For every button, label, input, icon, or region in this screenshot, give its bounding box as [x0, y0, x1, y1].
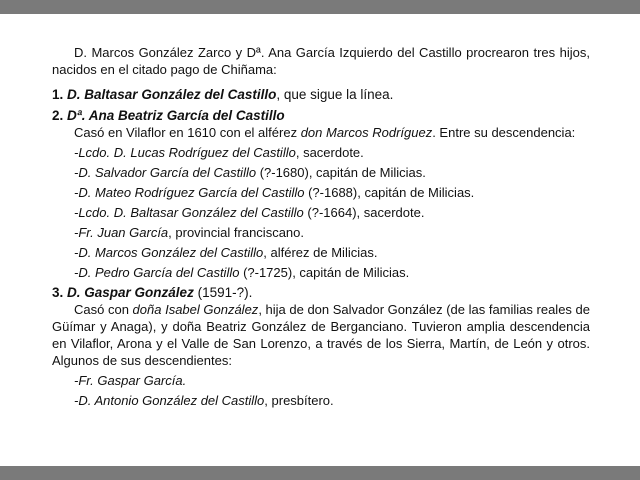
section-2-heading — [52, 107, 590, 124]
list-item — [52, 264, 590, 281]
section-1-heading — [52, 86, 590, 103]
section-3-number: 3. — [52, 285, 64, 300]
section-3-list — [52, 372, 590, 409]
list-item-rest: , provincial franciscano. — [168, 225, 304, 240]
section-3-heading — [52, 284, 590, 301]
section-2-para-post: . Entre su descendencia: — [432, 125, 576, 140]
list-item-rest: (?-1680), capitán de Milicias. — [256, 165, 426, 180]
intro-text: D. Marcos González Zarco y Dª. Ana García Izquierdo del Castillo procrearon tres hijos, nacidos en el citado pago de Chiñama: — [52, 45, 590, 77]
list-item-rest: (?-1688), capitán de Milicias. — [304, 185, 475, 200]
list-item-rest: , sacerdote. — [295, 145, 364, 160]
list-item-name: -D. Antonio González del Castillo — [74, 393, 265, 408]
section-3-para-post: , hija de don Salvador González (de las familias reales de Güímar y Anaga), y doña Beatriz González de Berganciano. Tuvieron amplia descendencia en Vilaflor, Arona y el Valle de San Lorenzo, a través de los Sierra, Martín, de León y otros. Algunos de sus descendientes: — [52, 302, 590, 368]
list-item-name: -D. Mateo Rodríguez García del Castillo — [74, 185, 305, 200]
section-1-number: 1. — [52, 87, 64, 102]
list-item-name: -Fr. Juan García — [74, 225, 169, 240]
list-item — [52, 392, 590, 409]
section-2-name: Dª. Ana Beatriz García del Castillo — [67, 108, 285, 123]
document-content — [52, 44, 590, 412]
section-1-name: D. Baltasar González del Castillo — [67, 87, 277, 102]
list-item-name: -Fr. Gaspar García. — [74, 373, 187, 388]
section-2-paragraph — [52, 124, 590, 141]
list-item-rest: (?-1725), capitán de Milicias. — [239, 265, 410, 280]
list-item — [52, 144, 590, 161]
list-item-name: -Lcdo. D. Baltasar González del Castillo — [74, 205, 304, 220]
list-item-rest: , presbítero. — [264, 393, 334, 408]
list-item — [52, 244, 590, 261]
list-item — [52, 164, 590, 181]
list-item-rest: , alférez de Milicias. — [263, 245, 378, 260]
list-item-name: -Lcdo. D. Lucas Rodríguez del Castillo — [74, 145, 296, 160]
list-item-rest: (?-1664), sacerdote. — [303, 205, 425, 220]
list-item — [52, 184, 590, 201]
list-item — [52, 224, 590, 241]
section-3-para-pre: Casó con — [74, 302, 133, 317]
intro-paragraph — [52, 44, 590, 78]
section-3-para-name: doña Isabel González — [132, 302, 259, 317]
section-3-paragraph — [52, 301, 590, 369]
section-2-list — [52, 144, 590, 281]
document-page — [0, 14, 640, 466]
section-3-name: D. Gaspar González — [67, 285, 194, 300]
list-item-name: -D. Pedro García del Castillo — [74, 265, 240, 280]
list-item — [52, 204, 590, 221]
section-3-rest: (1591-?). — [193, 285, 253, 300]
section-2-para-name: don Marcos Rodríguez — [300, 125, 433, 140]
section-2-number: 2. — [52, 108, 64, 123]
section-2-para-pre: Casó en Vilaflor en 1610 con el alférez — [74, 125, 301, 140]
section-1-rest: , que sigue la línea. — [276, 87, 394, 102]
list-item-name: -D. Salvador García del Castillo — [74, 165, 257, 180]
list-item — [52, 372, 590, 389]
list-item-name: -D. Marcos González del Castillo — [74, 245, 264, 260]
